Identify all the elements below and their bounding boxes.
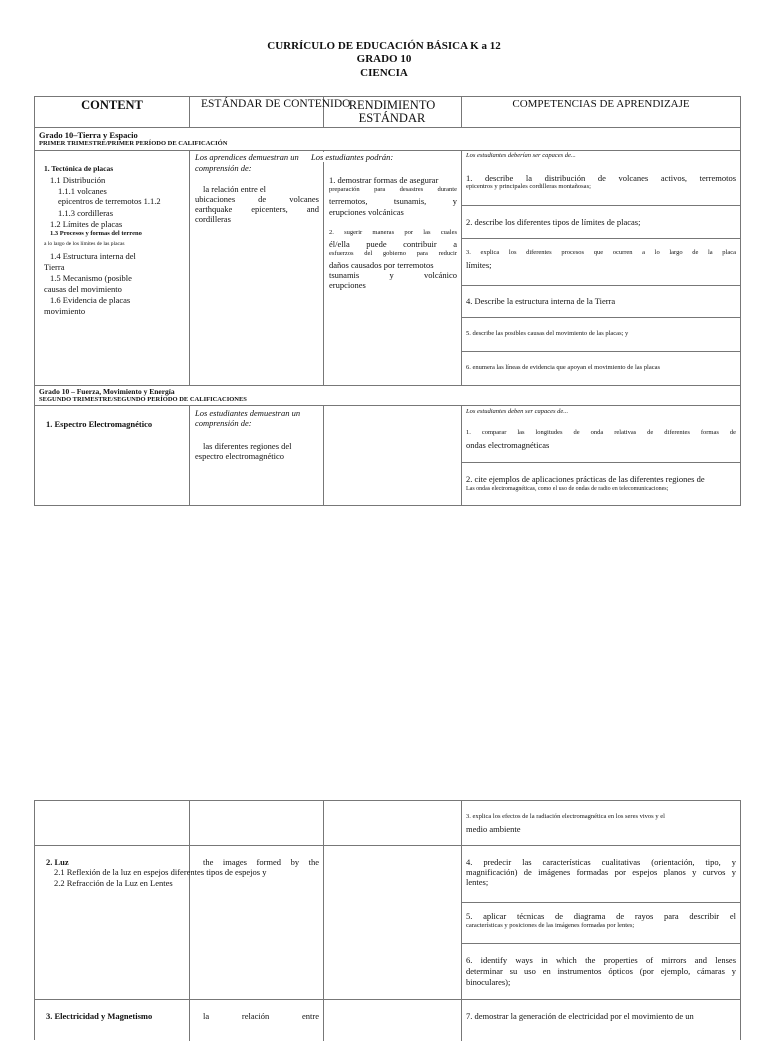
section2-subtitle: SEGUNDO TRIMESTRE/SEGUNDO PERÍODO DE CALIFICACIONES [39, 396, 247, 403]
competency-2: 2. describe los diferentes tipos de límites de placas; [466, 217, 641, 227]
performance-item-1-line: erupciones volcánicas [329, 207, 404, 217]
section1-standard-line: ubicaciones de volcanes [195, 194, 319, 204]
column-header-competencies: COMPETENCIAS DE APRENDIZAJE [512, 98, 690, 110]
list-item: 1.2 Límites de placas [50, 219, 123, 229]
competency-light-4-line: lentes; [466, 877, 489, 887]
competency-light-5-line: características y posiciones de las imágenes formadas por lentes; [466, 922, 635, 929]
list-item: 1.6 Evidencia de placas [50, 295, 131, 305]
performance-item-1-line: terremotos, tsunamis, y [329, 196, 457, 206]
competency-em-1: 1. comparar las longitudes de onda relativas de diferentes formas de [466, 429, 736, 436]
curriculum-table-1 [34, 96, 741, 506]
list-item: 1.3 Procesos y formas del terreno [50, 230, 142, 237]
section1-competencies-intro: Los estudiantes deberían ser capaces de... [466, 152, 576, 159]
competency-1-line: epicentros y principales cordilleras montañosas; [466, 183, 591, 190]
competency-em-2: 2. cite ejemplos de aplicaciones prácticas de las diferentes regiones de [466, 474, 705, 484]
competency-4: 4. Describe la estructura interna de la Tierra [466, 296, 616, 306]
competency-light-6-line: determinar su uso en instrumentos ópticos (por ejemplo, cámaras y [466, 966, 736, 976]
column-header-performance: RENDIMIENTO ESTÁNDAR [348, 98, 436, 125]
section1-standard-intro: Los aprendices demuestran un [195, 152, 299, 162]
curriculum-table-2 [34, 800, 741, 1040]
section1-standard-intro-2: comprensión de: [195, 163, 252, 173]
section2-standard-line: las diferentes regiones del [203, 441, 292, 451]
topic-light: 2. Luz [46, 857, 69, 867]
list-item: 2.2 Refracción de la Luz en Lentes [54, 878, 173, 888]
section1-performance-intro: Los estudiantes podrán: [311, 152, 394, 162]
list-item: 2.1 Reflexión de la luz en espejos diferentes tipos de espejos y [54, 867, 267, 877]
competency-electricity-7: 7. demostrar la generación de electricidad por el movimiento de un [466, 1011, 694, 1021]
competency-em-3: 3. explica los efectos de la radiación electromagnética en los seres vivos y el [466, 813, 665, 820]
list-item: epicentros de terremotos 1.1.2 [58, 196, 161, 206]
competency-light-6: 6. identify ways in which the properties of mirrors and lenses [466, 955, 736, 965]
column-header-standard: ESTÁNDAR DE CONTENIDO [201, 98, 351, 110]
list-item: 1.1 Distribución [50, 175, 106, 185]
performance-item-2-line: él/ella puede contribuir a [329, 239, 457, 249]
list-item: 1.1.3 cordilleras [58, 208, 113, 218]
section2-title: Grado 10 – Fuerza, Movimiento y Energía [39, 387, 175, 396]
list-item: 1.5 Mecanismo (posible [50, 273, 132, 283]
performance-item-2-line: daños causados por terremotos [329, 260, 434, 270]
grade-heading: GRADO 10 [356, 53, 412, 65]
section2-standard-line: espectro electromagnético [195, 451, 284, 461]
competency-6: 6. enumera las líneas de evidencia que apoyan el movimiento de las placas [466, 364, 661, 371]
competency-light-6-line: binoculares); [466, 977, 511, 987]
performance-item-2-line: tsunamis y volcánico [329, 270, 457, 280]
list-item: a lo largo de los límites de las placas [44, 241, 125, 247]
document-title: CURRÍCULO DE EDUCACIÓN BÁSICA K a 12 [267, 40, 501, 52]
performance-item-1-line: preparación para desastres durante [329, 186, 457, 193]
competency-em-2-line: Las ondas electromagnéticas, como el uso de ondas de radio en telecomunicaciones; [466, 486, 669, 492]
list-item: causas del movimiento [44, 284, 122, 294]
section2-standard-intro: Los estudiantes demuestran un [195, 408, 301, 418]
light-standard-line: the images formed by the [203, 857, 319, 867]
competency-light-5: 5. aplicar técnicas de diagrama de rayos para describir el [466, 911, 736, 921]
competency-light-4-line: magnificación) de imágenes formadas por espejos planos y curvos y [466, 867, 736, 877]
topic-electromagnetic-spectrum: 1. Espectro Electromagnético [46, 419, 153, 429]
performance-item-2: 2. sugerir maneras por las cuales [329, 229, 457, 236]
list-item: 1.1.1 volcanes [58, 186, 107, 196]
competency-1: 1. describe la distribución de volcanes activos, terremotos [466, 173, 736, 183]
competency-em-3-line: medio ambiente [466, 824, 521, 834]
list-item: 1.4 Estructura interna del [50, 251, 136, 261]
topic-electricity-magnetism: 3. Electricidad y Magnetismo [46, 1011, 153, 1021]
performance-item-1: 1. demostrar formas de asegurar [329, 175, 439, 185]
section2-competencies-intro: Los estudiantes deben ser capaces de... [466, 408, 569, 415]
electricity-standard-line: la relación entre [203, 1011, 319, 1021]
section1-standard-line: cordilleras [195, 214, 231, 224]
section1-subtitle: PRIMER TRIMESTRE/PRIMER PERÍODO DE CALIFICACIÓN [39, 140, 228, 147]
competency-3: 3. explica los diferentes procesos que ocurren a lo largo de la placa [466, 249, 736, 256]
section1-standard-line: earthquake epicenters, and [195, 204, 319, 214]
list-item: Tierra [44, 262, 65, 272]
section2-standard-intro-2: comprensión de: [195, 418, 252, 428]
competency-5: 5. describe las posibles causas del movimiento de las placas; y [466, 330, 629, 337]
competency-em-1-line: ondas electromagnéticas [466, 440, 550, 450]
list-item: movimiento [44, 306, 86, 316]
subject-heading: CIENCIA [360, 67, 408, 79]
performance-item-2-line: erupciones [329, 280, 366, 290]
column-header-content: CONTENT [81, 98, 143, 112]
competency-3-line: límites; [466, 260, 492, 270]
performance-item-2-line: esfuerzos del gobierno para reducir [329, 250, 457, 257]
competency-light-4: 4. predecir las características cualitativas (orientación, tipo, y [466, 857, 736, 867]
topic-plate-tectonics: 1. Tectónica de placas [44, 164, 114, 173]
section1-title: Grado 10–Tierra y Espacio [39, 130, 138, 140]
section1-standard-line: la relación entre el [203, 184, 267, 194]
